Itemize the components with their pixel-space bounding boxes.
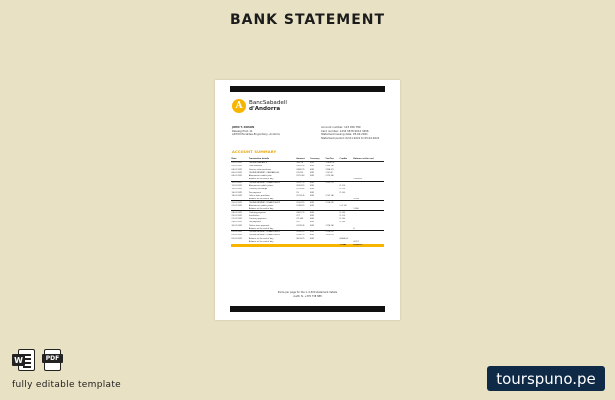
footer-line-2: Audit, N. +376 738 888 <box>293 294 322 298</box>
cell-amount: (126.29) <box>296 201 310 204</box>
cell-desc: Currency exchange <box>248 188 268 191</box>
cell-credit: 4,684.00 <box>339 237 348 240</box>
cell-date: 15.01.2021 <box>231 188 243 191</box>
cell-date: 03.02.2021 <box>231 234 243 237</box>
cell-date: 28.01.2021 <box>231 221 243 224</box>
header-currency: Currency <box>310 158 326 161</box>
cell-desc: OPENING BALANCE <box>248 162 268 165</box>
cell-currency: EUR <box>310 237 314 240</box>
cell-amount: (57) <box>296 221 301 224</box>
cell-currency: EUR <box>310 168 314 171</box>
cell-date: 02.02.2021 <box>231 231 248 234</box>
cell-desc: Abonament mobile phone <box>248 185 274 187</box>
total-value: 8,424.17 <box>353 244 384 248</box>
cell-desc: Installation <box>248 214 260 217</box>
cell-credit: (1.00) <box>339 211 353 214</box>
cell-date: 20.01.2021 <box>231 201 248 204</box>
cell-desc: Clothing payment <box>248 211 295 214</box>
document-footer <box>215 291 400 298</box>
cell-amount: (126.29) <box>296 231 310 234</box>
cell-fee: (126.29) <box>325 201 339 204</box>
cell-credit: (1.10) <box>339 214 346 217</box>
cell-currency: EUR <box>310 231 326 234</box>
cell-credit: (1.10) <box>339 185 346 187</box>
file-format-icons <box>12 348 64 372</box>
cell-currency: EUR <box>310 191 314 194</box>
cell-desc: ONLINE PAYMENT, FINANCESHOP <box>248 201 295 204</box>
bottom-bar <box>230 306 385 312</box>
cell-desc: Abonament mobile phone <box>248 204 274 207</box>
cell-credit: (+1.10) <box>339 204 347 207</box>
bank-name-line1: BancSabadell <box>249 100 287 106</box>
cell-amount: (401.67) <box>296 237 305 240</box>
cell-desc: Balance at the end of day <box>248 241 274 244</box>
cell-currency: EUR <box>310 201 326 204</box>
cell-amount: (17) <box>296 214 301 217</box>
cell-fee: 1,500.00 <box>325 162 335 165</box>
total-label: TOTAL <box>339 244 353 248</box>
account-line-4: Statement period: 02.01.2021 to 05.02.2021 <box>321 136 380 140</box>
cell-date: 22.01.2021 <box>231 204 243 207</box>
cell-date: 25.01.2021 <box>231 214 243 217</box>
cell-desc: Currency payment <box>248 217 267 220</box>
cell-date: 02.01.2021 <box>231 162 243 165</box>
header-desc: Transaction details <box>248 158 295 161</box>
cell-desc: Balance at the end of day <box>248 227 274 230</box>
cell-currency: EUR <box>310 224 314 227</box>
cell-amount: (362.71) <box>296 211 310 214</box>
cell-desc: Balance at the end of day <box>248 178 274 181</box>
page-title: BANK STATEMENT <box>229 12 386 28</box>
bank-logo-icon: A <box>232 99 246 113</box>
cell-currency: EUR <box>310 204 314 207</box>
account-info <box>321 126 379 140</box>
cell-desc: Balance at the end of day <box>248 237 274 240</box>
pdf-icon: PDF <box>42 348 64 372</box>
cell-credit: (1.00) <box>339 191 346 194</box>
header-fee: Fee/Tax <box>325 158 339 161</box>
cell-fee: (182.14) <box>325 165 334 168</box>
account-line-1: Account number: 123 456 789 <box>321 126 361 129</box>
cell-amount: (71.64) <box>296 217 304 220</box>
cell-fee: (126.29) <box>325 231 339 234</box>
cell-credit: (1.00) <box>339 217 346 220</box>
header-credit: Credits <box>339 158 353 161</box>
cell-fee: (152.71) <box>325 181 339 184</box>
cell-currency: EUR <box>310 234 314 237</box>
top-bar <box>230 86 385 92</box>
total-row <box>231 244 384 248</box>
cell-currency: EUR <box>310 217 314 220</box>
account-summary-heading: ACCOUNT SUMMARY <box>232 150 277 154</box>
cell-date: 27.01.2021 <box>231 217 243 220</box>
header-date: Date <box>231 158 248 161</box>
cell-desc: Grocery store purchase <box>248 168 272 171</box>
cell-amount: 350.14 <box>296 162 303 165</box>
cell-desc: Tax payment <box>248 191 262 194</box>
account-line-2: Card number: 1234 5678 9012 3456 <box>321 129 369 133</box>
cell-amount: (288.37) <box>296 168 305 171</box>
cell-fee: (131.14) <box>325 194 334 197</box>
transactions-table <box>231 158 384 247</box>
cell-currency: EUR <box>310 194 314 197</box>
cell-currency: EUR <box>310 175 314 178</box>
cell-date: 10.01.2021 <box>231 181 248 184</box>
cell-amount: (138.59) <box>296 204 305 207</box>
cell-amount: (526.81) <box>296 185 305 187</box>
cell-date: 04.01.2021 <box>231 168 243 171</box>
statement-document <box>215 80 400 320</box>
cell-desc: Cash advance <box>248 165 263 168</box>
cell-amount: (374.14) <box>296 224 305 227</box>
cell-balance: 1,050 <box>353 207 359 210</box>
cell-credit: (1.00) <box>339 221 346 224</box>
cell-fee: (375.36) <box>325 175 334 178</box>
cell-desc: Online store payment <box>248 224 270 227</box>
cell-currency: EUR <box>310 162 314 165</box>
cell-amount: (9) <box>296 191 300 194</box>
account-line-3: Statement issuing date: 05.02.2021 <box>321 133 368 137</box>
cell-fee: (74.14) <box>325 171 333 174</box>
cell-date: 18.01.2021 <box>231 194 243 197</box>
cell-date: 30.01.2021 <box>231 224 243 227</box>
cell-desc: ONLINE PAYMENT, FINANCESHOP <box>248 181 295 184</box>
cell-balance: 4,317 <box>353 241 359 244</box>
cell-amount: (131.14) <box>296 194 305 197</box>
header-amount: Amount <box>296 158 310 161</box>
cell-balance: 1,314 <box>353 197 359 200</box>
cell-currency: EUR <box>310 165 314 168</box>
cell-desc: Balance at the end of day <box>248 197 274 200</box>
cell-currency: EUR <box>310 185 314 187</box>
editable-label: fully editable template <box>12 380 121 390</box>
cell-currency: EUR <box>310 181 326 184</box>
cell-amount: (176.34) <box>296 188 305 191</box>
cell-desc: ONLINE PAYMENT, FINANCESHOP <box>248 231 295 234</box>
cell-currency: EUR <box>310 211 326 214</box>
cell-amount: (74.14) <box>296 171 304 174</box>
cell-desc: ONLINE PAYMENT, OBERBAU AG <box>248 171 280 174</box>
cell-desc: ONLINE PAYMENT, FINANCESHOP <box>248 234 281 237</box>
customer-name: JOHN T. DOSON <box>232 126 255 129</box>
cell-desc: Abonament mobile plan <box>248 175 272 178</box>
cell-balance: 6 <box>353 227 355 230</box>
cell-amount: (103.21) <box>296 234 305 237</box>
header-balance: Balance at the end <box>353 158 384 161</box>
cell-desc: Online store purchase <box>248 194 270 197</box>
customer-info <box>232 126 280 137</box>
cell-date: 03.01.2021 <box>231 165 243 168</box>
cell-fee: (288.37) <box>325 168 334 171</box>
cell-date: 12.01.2021 <box>231 185 243 187</box>
cell-date: 06.01.2021 <box>231 171 243 174</box>
cell-currency: EUR <box>310 221 314 224</box>
cell-date: 24.01.2021 <box>231 211 248 214</box>
bank-name-line2: d'Andorra <box>249 106 281 113</box>
cell-desc: Balance at the end of day <box>248 207 274 210</box>
cell-amount: (182.14) <box>296 165 305 168</box>
cell-fee: (103.21) <box>325 234 334 237</box>
cell-date: 16.01.2021 <box>231 191 243 194</box>
cell-amount: (375.36) <box>296 175 305 178</box>
cell-fee: (374.14) <box>325 224 334 227</box>
cell-currency: EUR <box>310 214 314 217</box>
cell-currency: EUR <box>310 171 314 174</box>
cell-credit: (1.10) <box>339 188 346 191</box>
customer-address-1: Passeig Prat, 11 <box>232 129 253 133</box>
cell-currency: EUR <box>310 188 314 191</box>
cell-desc: Tax payment <box>248 221 262 224</box>
brand-badge[interactable]: tourspuno.pe <box>487 366 605 391</box>
cell-date: 08.01.2021 <box>231 175 243 178</box>
customer-address-2: AD700 Escaldes-Engordany, Andorra <box>232 133 280 137</box>
cell-amount: (152.71) <box>296 181 310 184</box>
footer-line-1: Items per page for the 1, 6,500 statement details <box>277 291 338 294</box>
bank-name <box>249 100 287 112</box>
word-icon: W <box>12 348 36 372</box>
cell-date: 05.02.2021 <box>231 237 243 240</box>
cell-balance: 2,824.83 <box>353 178 362 181</box>
